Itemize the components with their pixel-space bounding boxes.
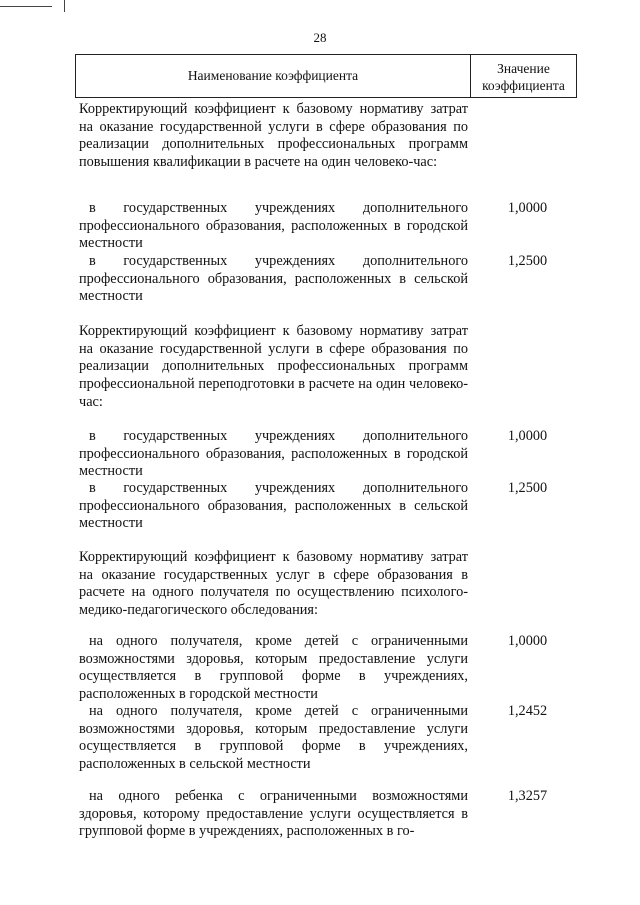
row-item-text: в государственных учреждениях дополнительного профессионального образования, расположенных в сельской местности <box>79 480 468 532</box>
section-heading-1: Корректирующий коэффициент к базовому нормативу затрат на оказание государственной услуги в сфере образования по реализации дополнительных профессиональных программ повышения квалификации в расчете на один человеко-час: <box>79 101 468 171</box>
row-item-value: 1,2500 <box>507 480 548 496</box>
row-item-text: на одного получателя, кроме детей с ограниченными возможностями здоровья, которым предоставление услуги осуществляется в групповой форме в учреждениях, расположенных в городской местности <box>79 633 468 703</box>
row-item-value: 1,0000 <box>507 428 548 444</box>
table-header <box>75 54 577 98</box>
page-number: 28 <box>313 30 327 45</box>
scan-corner-mark-vertical <box>64 0 65 12</box>
header-value-column <box>471 57 576 97</box>
row-item-text: в государственных учреждениях дополнительного профессионального образования, расположенных в городской местности <box>79 428 468 480</box>
scan-corner-mark-horizontal <box>0 6 52 7</box>
section-heading-3: Корректирующий коэффициент к базовому нормативу затрат на оказание государственных услуг в сфере образования в расчете на одного получателя по осуществлению психолого-медико-педагогического обследования: <box>79 549 468 619</box>
row-item-value: 1,2500 <box>507 253 548 269</box>
section-heading-2: Корректирующий коэффициент к базовому нормативу затрат на оказание государственной услуги в сфере образования по реализации дополнительных профессиональных программ профессиональной переподготовки в расчете на один человеко-час: <box>79 323 468 410</box>
row-item-value: 1,0000 <box>507 633 548 649</box>
row-item-value: 1,0000 <box>507 200 548 216</box>
row-item-text: в государственных учреждениях дополнительного профессионального образования, расположенных в сельской местности <box>79 253 468 305</box>
row-item-text: в государственных учреждениях дополнительного профессионального образования, расположенных в городской местности <box>79 200 468 252</box>
row-item-value: 1,2452 <box>507 703 548 719</box>
header-value-line1: Значение <box>497 61 550 76</box>
row-item-value: 1,3257 <box>507 788 548 804</box>
row-item-text: на одного ребенка с ограниченными возможностями здоровья, которому предоставление услуги осуществляется в групповой форме в учреждениях, расположенных в го- <box>79 788 468 840</box>
header-name-column: Наименование коэффициента <box>187 68 359 83</box>
header-value-line2: коэффициента <box>482 78 565 93</box>
row-item-text: на одного получателя, кроме детей с ограниченными возможностями здоровья, которым предоставление услуги осуществляется в групповой форме в учреждениях, расположенных в сельской местности <box>79 703 468 773</box>
